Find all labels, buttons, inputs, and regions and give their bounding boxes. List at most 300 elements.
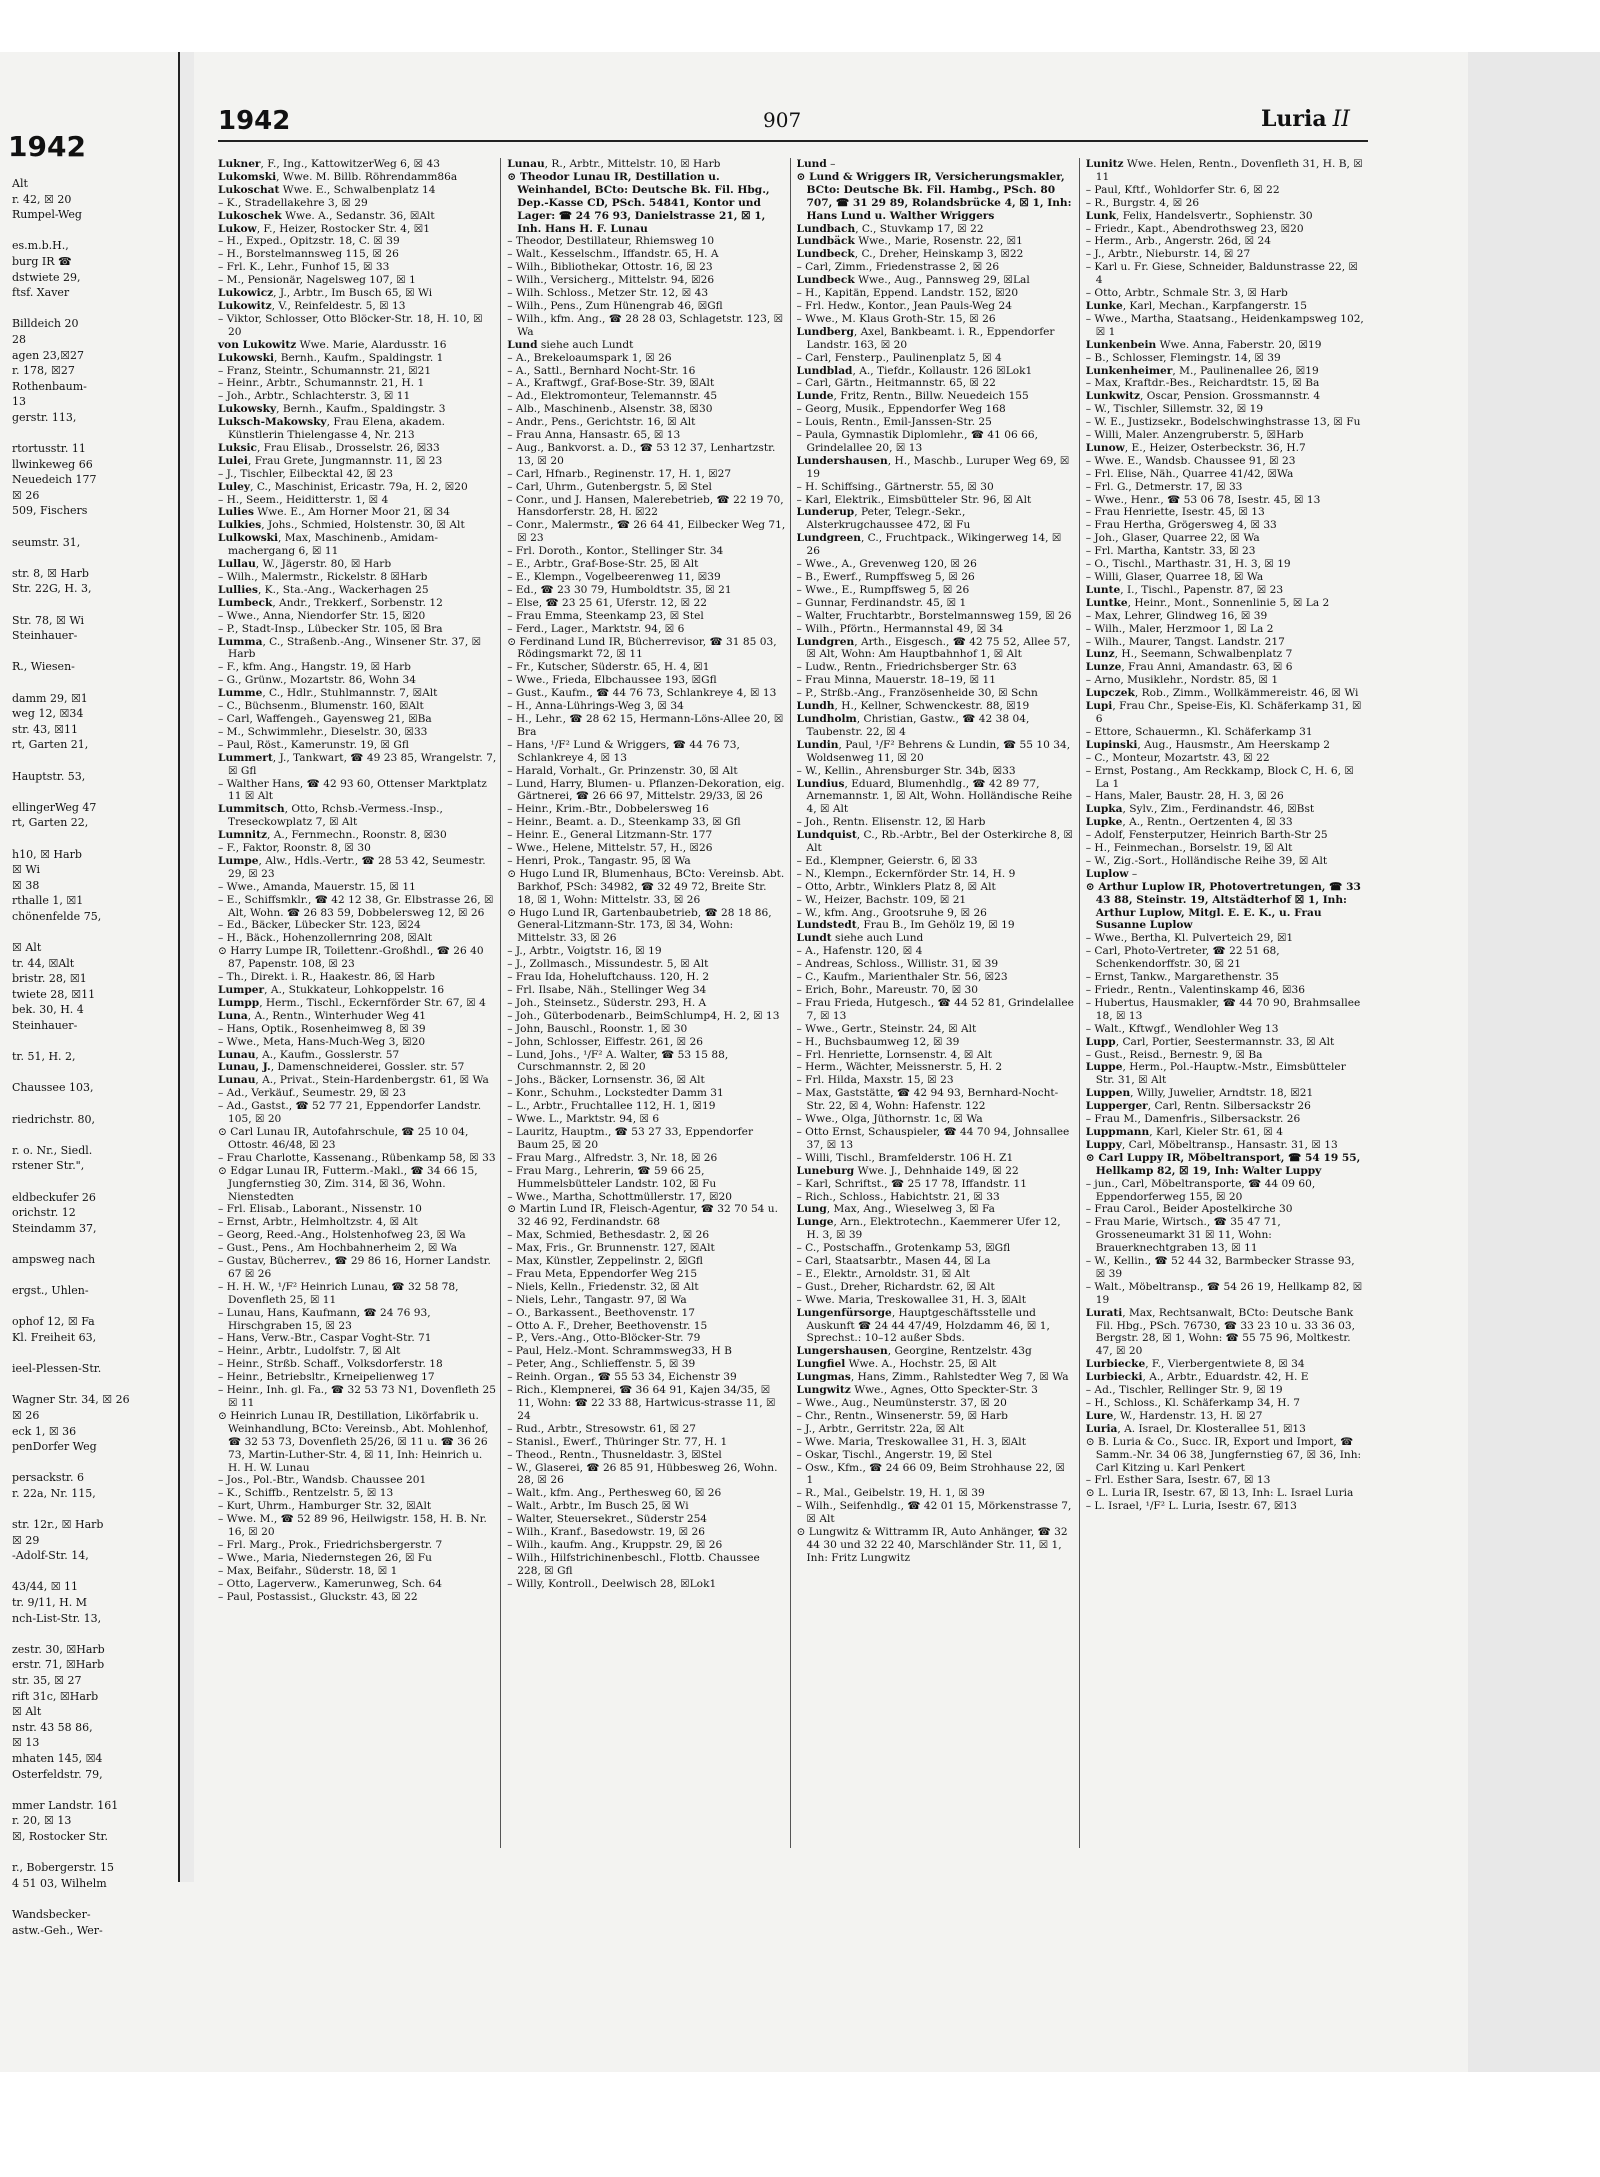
entry-text: – Wwe., Anna, Niendorfer Str. 15, ☒20	[218, 609, 426, 622]
directory-entry	[1086, 1113, 1364, 1126]
entry-text: Wwe. A., Hochstr. 25, ☒ Alt	[845, 1358, 997, 1371]
entry-surname: Lundquist	[796, 829, 857, 842]
entry-text: – Ad., Elektromonteur, Telemannstr. 45	[507, 390, 718, 403]
entry-text: , A. Israel, Dr. Klosterallee 51, ☒13	[1117, 1422, 1306, 1435]
directory-entry	[1086, 739, 1364, 752]
entry-text: – Frau Hertha, Grögersweg 4, ☒ 33	[1085, 519, 1277, 532]
entry-text: – Ad., Gastst., ☎ 52 77 21, Eppendorfer Landstr. 105, ☒ 20	[218, 1100, 482, 1126]
entry-text: – Gust., Pens., Am Hochbahnerheim 2, ☒ Wa	[218, 1242, 458, 1255]
entry-surname: Luria	[1085, 1422, 1118, 1435]
directory-entry	[507, 1358, 785, 1371]
left-page-line: Alt	[12, 177, 28, 190]
entry-text: – Frl. G., Detmerstr. 17, ☒ 33	[1085, 480, 1243, 493]
directory-entry	[218, 558, 496, 571]
directory-entry	[797, 1023, 1075, 1036]
entry-text: , Alw., Hdls.-Vertr., ☎ 28 53 42, Seumestr. 29, ☒ 23	[228, 854, 486, 880]
entry-text: – L. Israel, ¹/F² L. Luria, Isestr. 67, ☒13	[1085, 1500, 1297, 1513]
left-page-line	[12, 223, 172, 239]
directory-entry	[507, 674, 785, 687]
entry-text: – M., Pensionär, Nagelsweg 107, ☒ 1	[218, 274, 416, 287]
entry-text: , K., Sta.-Ang., Wackerhagen 25	[257, 583, 429, 596]
entry-surname: Lulies	[218, 506, 254, 519]
entry-text: – Hans, Verw.-Btr., Caspar Voght-Str. 71	[218, 1332, 432, 1345]
entry-text: – Henri, Prok., Tangastr. 95, ☒ Wa	[507, 854, 691, 867]
directory-entry	[507, 1113, 785, 1126]
left-page-line: damm 29, ☒1	[12, 691, 88, 705]
directory-entry	[1086, 803, 1364, 816]
directory-entry	[507, 171, 785, 236]
entry-text: , Herm., Tischl., Eckernförder Str. 67, ☒ 4	[259, 996, 486, 1009]
directory-entry	[507, 636, 785, 662]
entry-text: – Heinr., Inh. gl. Fa., ☎ 32 53 73 N1, Dovenfleth 25 ☒ 11	[218, 1384, 496, 1409]
left-page-year: 1942	[8, 130, 86, 163]
left-page-line: rtortusstr. 11	[12, 442, 86, 456]
entry-text: – Wwe., Martha, Schottmüllerstr. 17, ☒20	[507, 1190, 733, 1203]
entry-text: – Wwe., Martha, Staatsang., Heidenkampsweg 102, ☒ 1	[1085, 312, 1364, 338]
entry-text: – H. Schiffsing., Gärtnerstr. 55, ☒ 30	[796, 480, 994, 493]
entry-text: – Gustav, Bücherrev., ☎ 29 86 16, Horner Landstr. 67 ☒ 26	[218, 1255, 491, 1280]
left-page-line: mhaten 145, ☒4	[12, 1751, 103, 1765]
directory-entry	[507, 1268, 785, 1281]
entry-text: – Niels, Kelln., Friedenstr. 32, ☒ Alt	[507, 1280, 699, 1293]
left-page-line: llwinkeweg 66	[12, 457, 93, 471]
entry-text: – Wwe., Gertr., Steinstr. 24, ☒ Alt	[796, 1022, 977, 1035]
entry-text: – Ernst, Postang., Am Reckkamp, Block C, H. 6, ☒ La 1	[1085, 764, 1354, 790]
left-page-line	[12, 1626, 172, 1642]
directory-entry	[507, 984, 785, 997]
entry-text: – F., kfm. Ang., Hangstr. 19, ☒ Harb	[218, 661, 411, 674]
entry-text: – Gust., Kaufm., ☎ 44 76 73, Schlankreye 4, ☒ 13	[507, 687, 777, 700]
directory-entry	[507, 571, 785, 584]
left-page-line: Hauptstr. 53,	[12, 769, 86, 783]
left-page-line	[12, 1174, 172, 1190]
directory-entry	[797, 248, 1075, 261]
entry-text: – E., Arbtr., Graf-Bose-Str. 25, ☒ Alt	[507, 558, 699, 571]
directory-entry	[797, 1203, 1075, 1216]
entry-text: – Frau Minna, Mauerstr. 18–19, ☒ 11	[796, 674, 997, 687]
entry-surname: Lunze	[1085, 661, 1122, 674]
directory-entry	[507, 429, 785, 442]
directory-entry	[507, 971, 785, 984]
directory-entry	[218, 352, 496, 365]
entry-text: Wwe. Helen, Rentn., Dovenfleth 31, H. B, ☒ 11	[1095, 158, 1363, 183]
directory-entry	[507, 287, 785, 300]
directory-entry	[1086, 235, 1364, 248]
entry-surname: Lulei	[218, 454, 248, 467]
entry-text: , C., Rb.-Arbtr., Bel der Osterkirche 8, ☒ Alt	[806, 829, 1074, 855]
entry-surname: Luplow	[1085, 867, 1129, 880]
entry-text: , M., Paulinenallee 26, ☒19	[1172, 364, 1319, 377]
directory-entry	[507, 248, 785, 261]
directory-entry	[218, 300, 496, 313]
directory-entry	[218, 661, 496, 674]
left-page-line	[12, 1782, 172, 1798]
directory-entry	[1086, 455, 1364, 468]
directory-entry	[1086, 1061, 1364, 1087]
left-page-line: ☒ 13	[12, 1736, 40, 1750]
entry-text: , Felix, Handelsvertr., Sophienstr. 30	[1115, 209, 1313, 222]
directory-entry	[1086, 545, 1364, 558]
entry-text: – Wwe., Maria, Niedernstegen 26, ☒ Fu	[218, 1551, 432, 1564]
entry-text: – Carl, Waffengeh., Gayensweg 21, ☒Ba	[218, 712, 432, 725]
entry-text: – Friedr., Kapt., Abendrothsweg 23, ☒20	[1085, 222, 1304, 235]
entry-text: – Wilh., Bibliothekar, Ottostr. 16, ☒ 23	[507, 261, 713, 274]
entry-text: ⊙ Ferdinand Lund IR, Bücherrevisor, ☎ 31 85 03, Rödingsmarkt 72, ☒ 11	[507, 635, 777, 661]
entry-text: – A., Brekeloaumspark 1, ☒ 26	[507, 351, 672, 364]
directory-entry	[1086, 623, 1364, 636]
entry-text: , Karl, Kieler Str. 61, ☒ 4	[1149, 1125, 1283, 1138]
entry-text: – Frau Charlotte, Kassenang., Rübenkamp 58, ☒ 33	[218, 1151, 496, 1164]
directory-entry	[218, 610, 496, 623]
left-page-line: ellingerWeg 47	[12, 800, 97, 814]
directory-entry	[218, 197, 496, 210]
entry-text: – Erich, Bohr., Mareustr. 70, ☒ 30	[796, 984, 979, 996]
directory-entry	[1086, 468, 1364, 481]
entry-text: – C., Kaufm., Marienthaler Str. 56, ☒23	[796, 971, 1008, 984]
entry-text: – Frau Frieda, Hutgesch., ☎ 44 52 81, Grindelallee 7, ☒ 13	[796, 996, 1074, 1022]
left-page-line: orichstr. 12	[12, 1206, 76, 1220]
directory-entry	[507, 1500, 785, 1513]
entry-text: , Max, Ang., Wieselweg 3, ☒ Fa	[826, 1203, 995, 1216]
directory-entry	[218, 842, 496, 855]
directory-entry	[507, 1320, 785, 1333]
directory-entry	[797, 261, 1075, 274]
directory-entry	[507, 1281, 785, 1294]
entry-text: – C., Postschaffn., Grotenkamp 53, ☒Gfl	[796, 1242, 1011, 1255]
directory-entry	[218, 274, 496, 287]
entry-surname: Lukoschek	[218, 209, 282, 222]
left-page-line: seumstr. 31,	[12, 535, 81, 549]
directory-entry	[1086, 984, 1364, 997]
entry-text: , Carl, Portier, Seestermannstr. 33, ☒ Alt	[1115, 1035, 1335, 1048]
entry-text: , Hans, Zimm., Rahlstedter Weg 7, ☒ Wa	[850, 1371, 1069, 1384]
entry-surname: von Lukowitz	[218, 338, 297, 351]
entry-text: – Gust., Dreher, Richardstr. 62, ☒ Alt	[796, 1280, 995, 1293]
entry-text: – Otto A. F., Dreher, Beethovenstr. 15	[507, 1319, 708, 1332]
entry-text: – Wwe., Henr., ☎ 53 06 78, Isestr. 45, ☒ 13	[1085, 493, 1321, 506]
directory-entry	[797, 945, 1075, 958]
entry-text: – Wwe., M. Klaus Groth-Str. 15, ☒ 26	[796, 312, 996, 325]
entry-text: – Stanisl., Ewerf., Thüringer Str. 77, H. 1	[507, 1435, 728, 1448]
directory-entry	[218, 210, 496, 223]
directory-entry	[797, 765, 1075, 778]
entry-text: – Lund, Harry, Blumen- u. Pflanzen-Dekoration, eig. Gärtnerei, ☎ 26 66 97, Mittelstr. 29/33, ☒ 26	[507, 777, 785, 803]
entry-text: ⊙ Arthur Luplow IR, Photovertretungen, ☎ 33 43 88, Steinstr. 19, Altstädterhof ☒ 1, Inh: Arthur Luplow, Mitgl. E. E. K., u. Frau Susanne Luplow	[1085, 880, 1361, 932]
directory-entry	[1086, 932, 1364, 945]
entry-text: – Karl, Schriftst., ☎ 25 17 78, Iffandstr. 11	[796, 1177, 1027, 1190]
entry-text: – Walt., Möbeltransp., ☎ 54 26 19, Hellkamp 82, ☒ 19	[1085, 1280, 1363, 1306]
left-page-line: 13	[12, 395, 26, 409]
column-2	[507, 158, 790, 1848]
directory-entry	[797, 958, 1075, 971]
entry-surname: Lund	[507, 338, 538, 351]
directory-entry	[797, 1216, 1075, 1242]
directory-entry	[797, 1087, 1075, 1113]
entry-text: – Wwe. Maria, Treskowallee 31, H. 3, ☒Alt	[796, 1435, 1026, 1448]
entry-text: – Heinr., Arbtr., Ludolfstr. 7, ☒ Alt	[218, 1345, 401, 1358]
entry-text: , A., Privat., Stein-Hardenbergstr. 61, ☒ Wa	[255, 1074, 489, 1087]
entry-text: – Fr., Kutscher, Süderstr. 65, H. 4, ☒1	[507, 661, 710, 674]
directory-entry	[797, 171, 1075, 223]
running-head	[1261, 106, 1350, 132]
directory-entry	[1086, 1126, 1364, 1139]
entry-surname: Lung	[796, 1203, 827, 1216]
directory-entry	[218, 1126, 496, 1152]
entry-surname: Lummert	[218, 751, 273, 764]
left-page-line: ampsweg nach	[12, 1252, 96, 1266]
entry-text: – Carl, Staatsarbtr., Masen 44, ☒ La	[796, 1255, 991, 1268]
entry-text: – Alb., Maschinenb., Alsenstr. 38, ☒30	[507, 403, 713, 416]
left-page-line: Neuedeich 177	[12, 473, 97, 487]
directory-entry	[1086, 1384, 1364, 1397]
directory-entry	[218, 171, 496, 184]
entry-text: – C., Büchsenm., Blumenstr. 160, ☒Alt	[218, 700, 424, 713]
directory-entry	[218, 442, 496, 455]
entry-text: Wwe. Anna, Faberstr. 20, ☒19	[1156, 338, 1322, 351]
left-page-line	[12, 1236, 172, 1252]
entry-text: , C., Straßenb.-Ang., Winsener Str. 37, ☒ Harb	[228, 635, 482, 661]
entry-surname: Lungershausen	[796, 1345, 888, 1358]
entry-text: – Frl. Ilsabe, Näh., Stellinger Weg 34	[507, 984, 707, 996]
left-page-line: agen 23,☒27	[12, 348, 85, 362]
entry-text: – Wwe. M., ☎ 52 89 96, Heilwigstr. 158, H. B. Nr. 16, ☒ 20	[218, 1513, 487, 1539]
entry-text: – Walt., kfm. Ang., Perthesweg 60, ☒ 26	[507, 1487, 722, 1500]
directory-entry	[218, 506, 496, 519]
entry-text: – Frau Emma, Steenkamp 23, ☒ Stel	[507, 609, 704, 622]
directory-entry	[797, 997, 1075, 1023]
directory-entry	[218, 1165, 496, 1204]
left-page-line: Steinhauer-	[12, 1019, 78, 1033]
running-head-roman: II	[1332, 107, 1350, 132]
directory-entry	[507, 958, 785, 971]
directory-entry	[218, 1023, 496, 1036]
left-page-line: Str. 22G, H. 3,	[12, 582, 92, 596]
directory-entry	[797, 610, 1075, 623]
directory-entry	[218, 636, 496, 662]
directory-entry	[218, 778, 496, 804]
directory-entry	[218, 455, 496, 468]
entry-text: – E., Schiffsmklr., ☎ 42 12 38, Gr. Elbstrasse 26, ☒ Alt, Wohn. ☎ 26 83 59, Dobbelersweg 12, ☒ 26	[218, 893, 494, 919]
entry-text: , Eduard, Blumenhdlg., ☎ 42 89 77, Arnemannstr. 1, ☒ Alt, Wohn. Holländische Reihe 4, ☒ Alt	[806, 777, 1073, 816]
entry-surname: Lulkowski	[218, 532, 279, 545]
directory-entry	[797, 1397, 1075, 1410]
left-page-line	[12, 301, 172, 317]
directory-entry	[218, 739, 496, 752]
entry-text: – Wwe. Maria, Treskowallee 31, H. 3, ☒Alt	[796, 1293, 1026, 1306]
entry-text: – Wilh., Hilfstrichinenbeschl., Flottb. Chaussee 228, ☒ Gfl	[507, 1551, 760, 1577]
left-page-line: rt, Garten 21,	[12, 738, 89, 752]
directory-entry	[797, 919, 1075, 932]
entry-text: – Georg, Reed.-Ang., Holstenhofweg 23, ☒ Wa	[218, 1229, 466, 1242]
left-page-line: chönenfelde 75,	[12, 909, 102, 923]
directory-entry	[797, 416, 1075, 429]
directory-entry	[507, 1074, 785, 1087]
entry-surname: Lunau	[218, 1048, 256, 1061]
directory-entry	[218, 1074, 496, 1087]
directory-entry	[218, 1229, 496, 1242]
entry-text: – Viktor, Schlosser, Otto Blöcker-Str. 18, H. 10, ☒ 20	[218, 312, 483, 338]
directory-entry	[507, 816, 785, 829]
entry-text: – J., Arbtr., Nieburstr. 14, ☒ 27	[1085, 248, 1251, 261]
entry-text: – Paul, Helz.-Mont. Schrammsweg33, H B	[507, 1345, 732, 1358]
left-page-line: ☒ 38	[12, 878, 40, 892]
directory-entry	[507, 1526, 785, 1539]
entry-text: , F., Vierbergentwiete 8, ☒ 34	[1145, 1358, 1305, 1371]
entry-text: – Paul, Röst., Kamerunstr. 19, ☒ Gfl	[218, 738, 409, 751]
directory-entry	[218, 623, 496, 636]
left-page-line: rthalle 1, ☒1	[12, 894, 84, 908]
entry-surname: Lunz	[1085, 648, 1115, 661]
directory-entry	[797, 713, 1075, 739]
left-page-line	[12, 1501, 172, 1517]
page-header	[218, 100, 1368, 142]
directory-entry	[218, 158, 496, 171]
entry-text: – Wwe. L., Marktstr. 94, ☒ 6	[507, 1113, 660, 1126]
entry-surname: Lukow	[218, 222, 257, 235]
entry-text: ⊙ L. Luria IR, Isestr. 67, ☒ 13, Inh: L. Israel Luria	[1085, 1487, 1354, 1500]
left-page-line	[12, 1034, 172, 1050]
entry-text: – Heinr., Beamt. a. D., Steenkamp 33, ☒ Gfl	[507, 816, 741, 829]
entry-text: , A., Rentn., Oertzenten 4, ☒ 33	[1122, 816, 1293, 829]
entry-text: – Carl, Photo-Vertreter, ☎ 22 51 68, Schenkendorffstr. 30, ☒ 21	[1085, 945, 1280, 971]
entry-text: – Louis, Rentn., Emil-Janssen-Str. 25	[796, 416, 992, 429]
entry-text: , Axel, Bankbeamt. i. R., Eppendorfer Landstr. 163, ☒ 20	[806, 325, 1055, 351]
entry-text: , Wwe. M. Billb. Röhrendamm86a	[276, 170, 458, 183]
entry-surname: Lunkenbein	[1085, 338, 1157, 351]
directory-entry	[218, 287, 496, 300]
entry-text: , Karl, Mechan., Karpfangerstr. 15	[1122, 299, 1308, 312]
directory-entry	[797, 1126, 1075, 1152]
left-page-line	[12, 675, 172, 691]
directory-entry	[507, 403, 785, 416]
entry-text: Wwe., Agnes, Otto Speckter-Str. 3	[850, 1384, 1038, 1397]
directory-entry	[797, 816, 1075, 829]
left-page-line: str. 8, ☒ Harb	[12, 566, 89, 580]
entry-text: – Joh., Steinsetz., Süderstr. 293, H. A	[507, 996, 707, 1009]
entry-text: – Wilh., Maurer, Tangst. Landstr. 217	[1085, 635, 1285, 648]
entry-surname: Luppmann	[1085, 1125, 1150, 1138]
left-page-line: str. 43, ☒11	[12, 722, 78, 736]
entry-surname: Luksch-Makowsky	[218, 416, 327, 429]
directory-entry	[218, 1010, 496, 1023]
directory-entry	[507, 300, 785, 313]
left-page-line: erstr. 71, ☒Harb	[12, 1658, 105, 1672]
entry-text: , Arth., Eisgesch., ☎ 42 75 52, Allee 57, ☒ Alt, Wohn: Am Hauptbahnhof 1, ☒ Alt	[806, 635, 1071, 661]
directory-entry	[797, 1345, 1075, 1358]
entry-text: – Wilh., Versicherg., Mittelstr. 94, ☒26	[507, 274, 715, 287]
entry-text: , Herm., Pol.-Hauptw.-Mstr., Eimsbütteler Str. 31, ☒ Alt	[1095, 1061, 1346, 1087]
directory-entry	[797, 1255, 1075, 1268]
entry-text: – Lund, Johs., ¹/F² A. Walter, ☎ 53 15 88, Curschmannstr. 2, ☒ 20	[507, 1048, 729, 1074]
directory-entry	[507, 778, 785, 804]
directory-entry	[507, 1371, 785, 1384]
left-page-line: tr. 51, H. 2,	[12, 1050, 76, 1064]
entry-text: , R., Arbtr., Mittelstr. 10, ☒ Harb	[544, 158, 721, 170]
entry-surname: Luppe	[1085, 1061, 1123, 1074]
left-page-line: r., Bobergerstr. 15	[12, 1861, 114, 1875]
entry-text: – Frl. Doroth., Kontor., Stellinger Str. 34	[507, 545, 724, 558]
entry-text: – Harald, Vorhalt., Gr. Prinzenstr. 30, ☒ Alt	[507, 764, 738, 777]
directory-page	[218, 100, 1368, 1840]
entry-text: – Wilh., kaufm. Ang., Kruppstr. 29, ☒ 26	[507, 1538, 723, 1551]
left-page-line: bek. 30, H. 4	[12, 1003, 84, 1017]
entry-surname: Lundblad	[796, 364, 853, 377]
directory-entry	[218, 945, 496, 971]
entry-text: – Karl u. Fr. Giese, Schneider, Baldunstrasse 22, ☒ 4	[1085, 261, 1358, 287]
directory-entry	[507, 765, 785, 778]
directory-entry	[797, 506, 1075, 532]
entry-text: – K., Schiffb., Rentzelstr. 5, ☒ 13	[218, 1487, 394, 1500]
entry-text: – Frau Meta, Eppendorfer Weg 215	[507, 1267, 698, 1280]
entry-text: – Andr., Pens., Gerichtstr. 16, ☒ Alt	[507, 416, 696, 429]
entry-text: – Aug., Bankvorst. a. D., ☎ 53 12 37, Lenhartzstr. 13, ☒ 20	[507, 441, 776, 467]
entry-surname: Lunow	[1085, 441, 1125, 454]
entry-text: – Frl. Marg., Prok., Friedrichsbergerstr. 7	[218, 1538, 443, 1551]
directory-entry	[1086, 158, 1364, 184]
entry-text: – Arno, Musiklehr., Nordstr. 85, ☒ 1	[1085, 674, 1279, 687]
directory-entry	[218, 1255, 496, 1281]
directory-entry	[507, 1023, 785, 1036]
directory-entry	[1086, 1397, 1364, 1410]
entry-surname: Lumper	[218, 984, 265, 996]
left-page-line: twiete 28, ☒11	[12, 987, 96, 1001]
entry-text: – Gust., Reisd., Bernestr. 9, ☒ Ba	[1085, 1048, 1263, 1061]
directory-entry	[797, 636, 1075, 662]
directory-entry	[1086, 377, 1364, 390]
left-page-line: Wandsbecker-	[12, 1907, 91, 1921]
entry-text: – Hans, Maler, Baustr. 28, H. 3, ☒ 26	[1085, 790, 1284, 803]
directory-entry	[797, 1358, 1075, 1371]
directory-entry	[797, 739, 1075, 765]
left-page-line: persackstr. 6	[12, 1471, 84, 1485]
entry-text: – Wwe., Meta, Hans-Much-Weg 3, ☒20	[218, 1035, 426, 1048]
entry-text: , Bernh., Kaufm., Spaldingstr. 3	[276, 403, 446, 416]
directory-entry	[507, 1087, 785, 1100]
entry-text: , A., Stukkateur, Lohkoppelstr. 16	[264, 984, 445, 996]
entry-text: ⊙ Hugo Lund IR, Gartenbaubetrieb, ☎ 28 18 86, General-Litzmann-Str. 173, ☒ 34, Wohn: Mittelstr. 33, ☒ 26	[507, 906, 772, 945]
directory-entry	[507, 261, 785, 274]
entry-surname: Luntke	[1085, 596, 1128, 609]
directory-entry	[507, 1513, 785, 1526]
directory-entry	[507, 1539, 785, 1552]
entry-text: – Frl. Hilda, Maxstr. 15, ☒ 23	[796, 1074, 954, 1087]
entry-text: – J., Tischler, Eilbecktal 42, ☒ 23	[218, 467, 393, 480]
entry-text: ⊙ Theodor Lunau IR, Destillation u. Weinhandel, BCto: Deutsche Bk. Fil. Hbg., Dep.-Kasse CD, PSch. 54841, Kontor und Lager: ☎ 24 76 93, Danielstrasse 21, ☒ 1, Inh. Hans H. F. Lunau	[507, 170, 770, 235]
entry-text: , Peter, Telegr.-Sekr., Alsterkrugchaussee 472, ☒ Fu	[806, 506, 971, 532]
left-page-line: 509, Fischers	[12, 504, 88, 518]
entry-text: – Heinr., Krim.-Btr., Dobbelersweg 16	[507, 803, 709, 816]
entry-text: – Wilh., Malermstr., Rickelstr. 8 ☒Harb	[218, 571, 428, 583]
directory-entry	[507, 1242, 785, 1255]
entry-text: Wwe. E., Am Horner Moor 21, ☒ 34	[253, 506, 450, 519]
entry-text: – J., Arbtr., Gerritstr. 22a, ☒ Alt	[796, 1422, 964, 1435]
directory-entry	[1086, 636, 1364, 649]
directory-entry	[797, 403, 1075, 416]
left-page-line	[12, 644, 172, 660]
directory-entry	[1086, 339, 1364, 352]
directory-entry	[797, 1281, 1075, 1294]
directory-entry	[507, 365, 785, 378]
left-page-line: burg IR ☎	[12, 254, 72, 268]
entry-text: – Ed., ☎ 23 30 79, Humboldtstr. 35, ☒ 21	[507, 583, 732, 596]
entry-text: – Friedr., Rentn., Valentinskamp 46, ☒36	[1085, 984, 1306, 996]
entry-surname: Lurbiecki	[1085, 1371, 1143, 1384]
entry-text: – Conr., Malermstr., ☎ 26 64 41, Eilbecker Weg 71, ☒ 23	[507, 519, 786, 545]
left-page-line: Billdeich 20	[12, 317, 79, 331]
left-page-line: -Adolf-Str. 14,	[12, 1549, 89, 1563]
entry-surname: Luksic	[218, 441, 257, 454]
entry-text: ⊙ Lund & Wriggers IR, Versicherungsmakler, BCto: Deutsche Bk. Fil. Hambg., PSch. 80 707, ☎ 31 29 89, Rolandsbrücke 4, ☒ 1, Inh: Hans Lund u. Walther Wriggers	[796, 170, 1072, 222]
